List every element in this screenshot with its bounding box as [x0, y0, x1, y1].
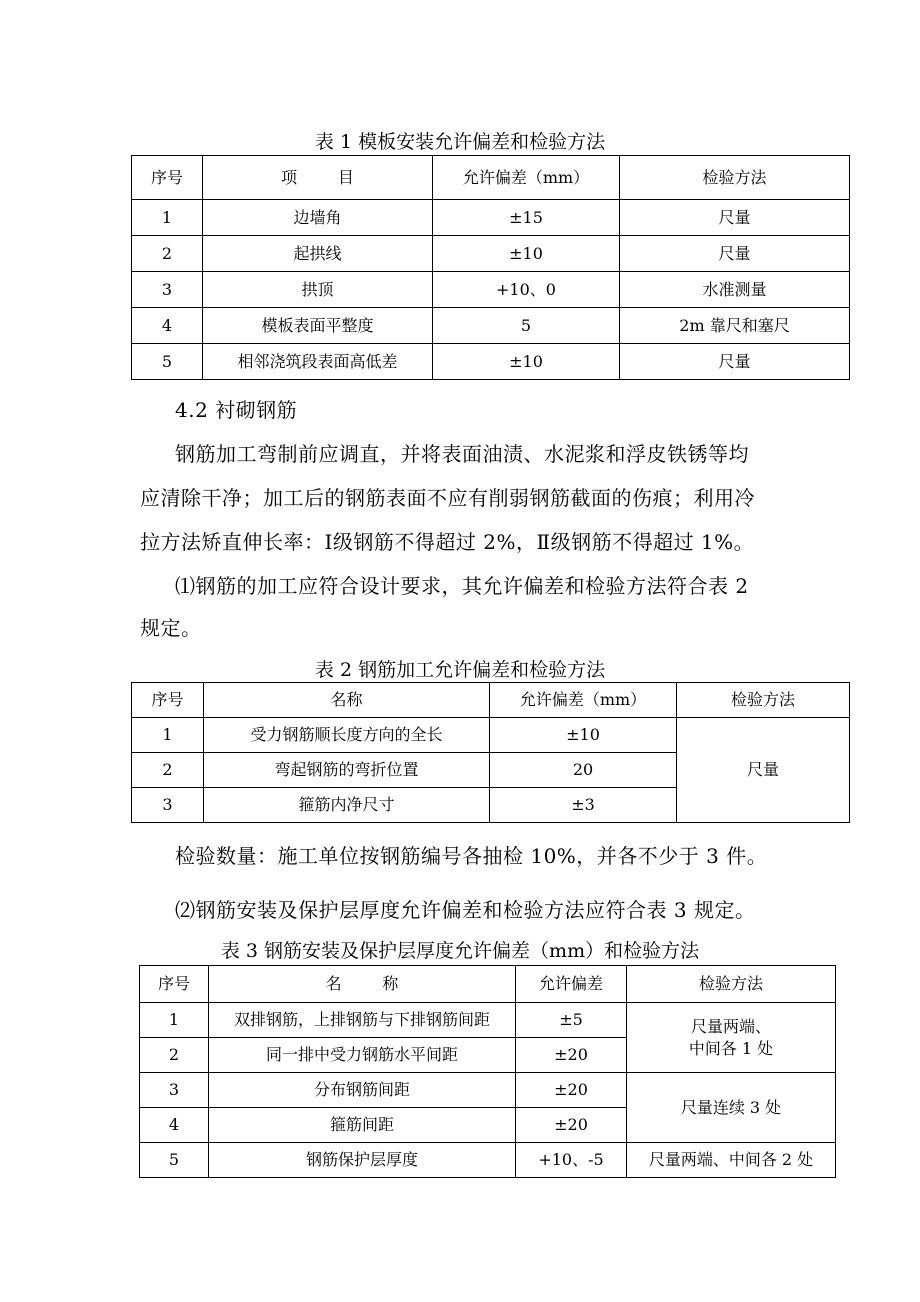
table-cell: ±10 — [433, 236, 620, 272]
table-cell: 分布钢筋间距 — [209, 1073, 516, 1108]
table-cell: 1 — [132, 718, 204, 753]
table-cell: 相邻浇筑段表面高低差 — [203, 344, 433, 380]
table-cell: ±10 — [433, 344, 620, 380]
table-cell: 1 — [140, 1003, 209, 1038]
table-row — [140, 1003, 836, 1038]
header-cell: 序号 — [132, 156, 203, 200]
table-cell: ±10 — [490, 718, 677, 753]
paragraph-line: 拉方法矫直伸长率：Ⅰ级钢筋不得超过 2%，Ⅱ级钢筋不得超过 1%。 — [140, 530, 755, 554]
table3 — [139, 965, 836, 1178]
table-cell: +10、0 — [433, 272, 620, 308]
table-cell: 受力钢筋顺长度方向的全长 — [204, 718, 490, 753]
table-row — [140, 1143, 836, 1178]
table-header-row — [140, 966, 836, 1003]
table-cell: 双排钢筋，上排钢筋与下排钢筋间距 — [209, 1003, 516, 1038]
header-cell: 允许偏差（mm） — [490, 683, 677, 718]
table-row — [132, 344, 850, 380]
inspection-note: 检验数量：施工单位按钢筋编号各抽检 10%，并各不少于 3 件。 — [175, 844, 768, 868]
table-cell: 边墙角 — [203, 200, 433, 236]
header-cell: 名 称 — [209, 966, 516, 1003]
section-heading: 4.2 衬砌钢筋 — [175, 398, 298, 422]
header-cell: 检验方法 — [677, 683, 850, 718]
table-cell: 20 — [490, 753, 677, 788]
header-cell: 允许偏差 — [516, 966, 627, 1003]
table-cell: 2 — [140, 1038, 209, 1073]
header-cell: 项 目 — [203, 156, 433, 200]
table-row — [132, 236, 850, 272]
table2 — [131, 682, 850, 823]
table-cell: 4 — [140, 1108, 209, 1143]
table-cell: 2 — [132, 236, 203, 272]
table-cell: ±20 — [516, 1108, 627, 1143]
header-cell: 名称 — [204, 683, 490, 718]
table-cell-method: 尺量两端、中间各 2 处 — [627, 1143, 836, 1178]
table-row — [132, 200, 850, 236]
table-cell: 箍筋内净尺寸 — [204, 788, 490, 823]
table2-caption: 表 2 钢筋加工允许偏差和检验方法 — [314, 659, 606, 681]
table-header-row — [132, 683, 850, 718]
table-cell: 5 — [433, 308, 620, 344]
table-cell: 3 — [132, 788, 204, 823]
table1 — [131, 155, 850, 380]
table-cell: 弯起钢筋的弯折位置 — [204, 753, 490, 788]
paragraph-line: 规定。 — [140, 616, 202, 640]
header-cell: 允许偏差（mm） — [433, 156, 620, 200]
table-cell: 2 — [132, 753, 204, 788]
table-cell-method: 尺量 — [677, 718, 850, 823]
table-cell: 5 — [140, 1143, 209, 1178]
table-cell: 4 — [132, 308, 203, 344]
table-cell: ±20 — [516, 1073, 627, 1108]
header-cell: 序号 — [132, 683, 204, 718]
table-cell: 模板表面平整度 — [203, 308, 433, 344]
table-cell: 1 — [132, 200, 203, 236]
header-cell: 序号 — [140, 966, 209, 1003]
table-cell: ±20 — [516, 1038, 627, 1073]
paragraph-line: 钢筋加工弯制前应调直，并将表面油渍、水泥浆和浮皮铁锈等均 — [175, 442, 749, 466]
table-header-row — [132, 156, 850, 200]
method-line: 尺量两端、 — [690, 1016, 771, 1036]
paragraph-line: ⑵钢筋安装及保护层厚度允许偏差和检验方法应符合表 3 规定。 — [175, 898, 756, 922]
header-cell: 检验方法 — [627, 966, 836, 1003]
table-cell: 5 — [132, 344, 203, 380]
header-cell: 检验方法 — [620, 156, 850, 200]
table-cell: 水准测量 — [620, 272, 850, 308]
table-cell: 尺量 — [620, 236, 850, 272]
table-cell: 钢筋保护层厚度 — [209, 1143, 516, 1178]
table-cell-method — [627, 1003, 836, 1073]
table-row — [132, 308, 850, 344]
table-cell: ±15 — [433, 200, 620, 236]
table-cell: 拱顶 — [203, 272, 433, 308]
table-cell: +10、-5 — [516, 1143, 627, 1178]
paragraph-line: 应清除干净；加工后的钢筋表面不应有削弱钢筋截面的伤痕；利用冷 — [140, 486, 755, 510]
table-cell: 同一排中受力钢筋水平间距 — [209, 1038, 516, 1073]
table-cell: 起拱线 — [203, 236, 433, 272]
table-cell: ±3 — [490, 788, 677, 823]
table-row — [132, 718, 850, 753]
table-cell: 尺量 — [620, 344, 850, 380]
paragraph-line: ⑴钢筋的加工应符合设计要求，其允许偏差和检验方法符合表 2 — [175, 574, 749, 598]
table-cell: 尺量 — [620, 200, 850, 236]
table-row — [140, 1073, 836, 1108]
table-row — [132, 272, 850, 308]
table-cell: 箍筋间距 — [209, 1108, 516, 1143]
table1-caption: 表 1 模板安装允许偏差和检验方法 — [314, 131, 606, 153]
table-cell: 3 — [132, 272, 203, 308]
table3-caption: 表 3 钢筋安装及保护层厚度允许偏差（mm）和检验方法 — [220, 940, 700, 962]
table-cell-method: 尺量连续 3 处 — [627, 1073, 836, 1143]
table-cell: ±5 — [516, 1003, 627, 1038]
method-line: 中间各 1 处 — [688, 1038, 774, 1058]
table-cell: 3 — [140, 1073, 209, 1108]
table-cell: 2m 靠尺和塞尺 — [620, 308, 850, 344]
